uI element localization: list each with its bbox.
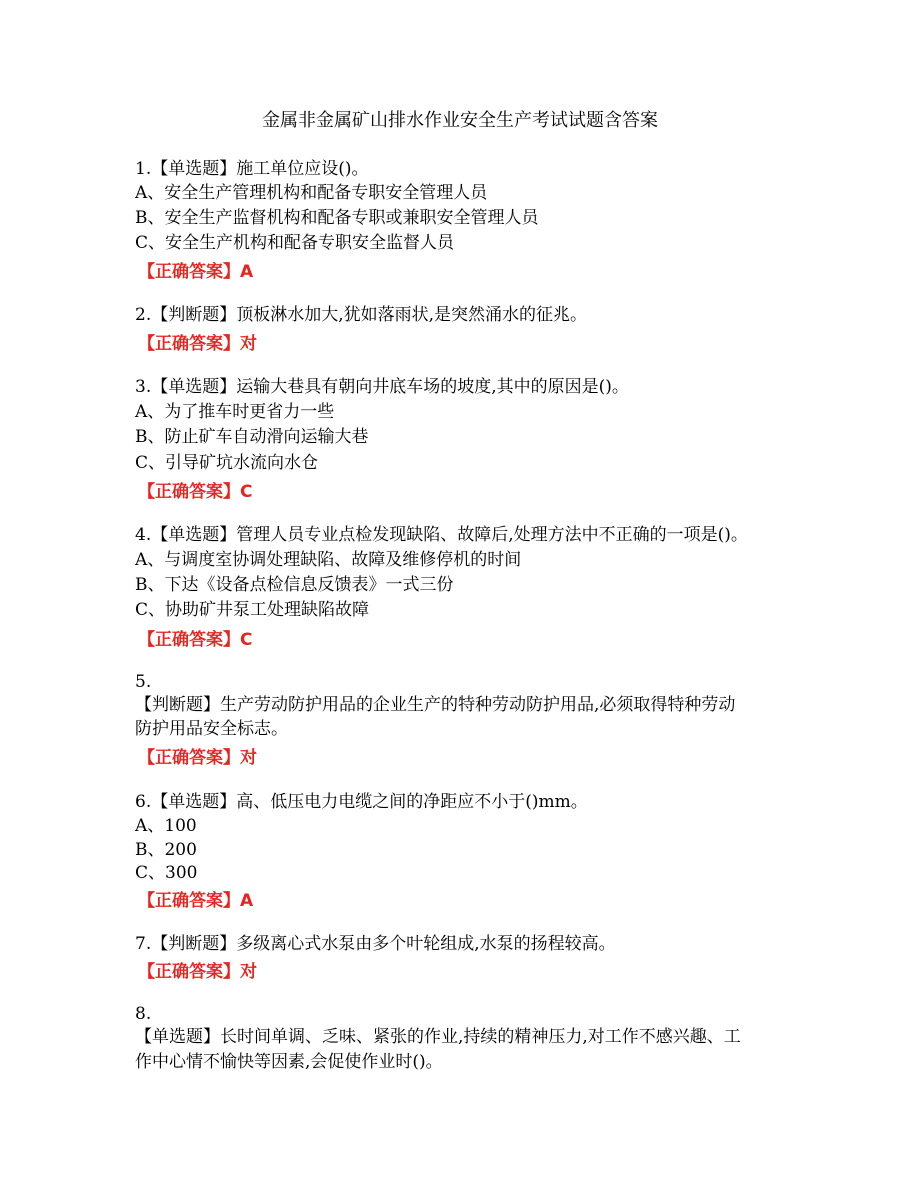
question-3-answer: 【正确答案】C	[138, 482, 253, 502]
question-5-answer: 【正确答案】对	[138, 748, 257, 768]
question-4-option-c: C、协助矿井泵工处理缺陷故障	[135, 600, 370, 620]
question-4-option-b: B、下达《设备点检信息反馈表》一式三份	[135, 575, 454, 595]
question-8-text-line-2: 作中心情不愉快等因素,会促使作业时()。	[135, 1052, 443, 1072]
question-6-option-b: B、200	[135, 840, 197, 860]
question-5-text-line-2: 防护用品安全标志。	[135, 719, 288, 739]
question-2-answer: 【正确答案】对	[138, 334, 257, 354]
question-7-text: 7.【判断题】多级离心式水泵由多个叶轮组成,水泵的扬程较高。	[135, 934, 616, 954]
question-4-answer: 【正确答案】C	[138, 630, 253, 650]
question-6-answer: 【正确答案】A	[138, 891, 254, 911]
question-6-option-a: A、100	[135, 816, 197, 836]
question-8-number: 8.	[135, 1004, 152, 1024]
question-5-text-line-1: 【判断题】生产劳动防护用品的企业生产的特种劳动防护用品,必须取得特种劳动	[135, 695, 736, 715]
question-1-option-b: B、安全生产监督机构和配备专职或兼职安全管理人员	[135, 208, 539, 228]
question-3-option-b: B、防止矿车自动滑向运输大巷	[135, 427, 369, 447]
question-3-text: 3.【单选题】运输大巷具有朝向井底车场的坡度,其中的原因是()。	[135, 377, 629, 397]
question-4-option-a: A、与调度室协调处理缺陷、故障及维修停机的时间	[135, 550, 522, 570]
question-3-option-a: A、为了推车时更省力一些	[135, 402, 335, 422]
question-1-option-c: C、安全生产机构和配备专职安全监督人员	[135, 233, 455, 253]
question-1-answer: 【正确答案】A	[138, 262, 254, 282]
question-6-text: 6.【单选题】高、低压电力电缆之间的净距应不小于()mm。	[135, 792, 588, 812]
document-title: 金属非金属矿山排水作业安全生产考试试题含答案	[262, 110, 658, 131]
question-1-option-a: A、安全生产管理机构和配备专职安全管理人员	[135, 183, 488, 203]
question-1-text: 1.【单选题】施工单位应设()。	[135, 159, 369, 179]
question-3-option-c: C、引导矿坑水流向水仓	[135, 453, 319, 473]
question-7-answer: 【正确答案】对	[138, 962, 257, 982]
question-6-option-c: C、300	[135, 863, 198, 883]
question-2-text: 2.【判断题】顶板淋水加大,犹如落雨状,是突然涌水的征兆。	[135, 305, 588, 325]
question-4-text: 4.【单选题】管理人员专业点检发现缺陷、故障后,处理方法中不正确的一项是()。	[135, 525, 748, 545]
question-8-text-line-1: 【单选题】长时间单调、乏味、紧张的作业,持续的精神压力,对工作不感兴趣、工	[135, 1027, 741, 1047]
question-5-number: 5.	[135, 672, 152, 692]
